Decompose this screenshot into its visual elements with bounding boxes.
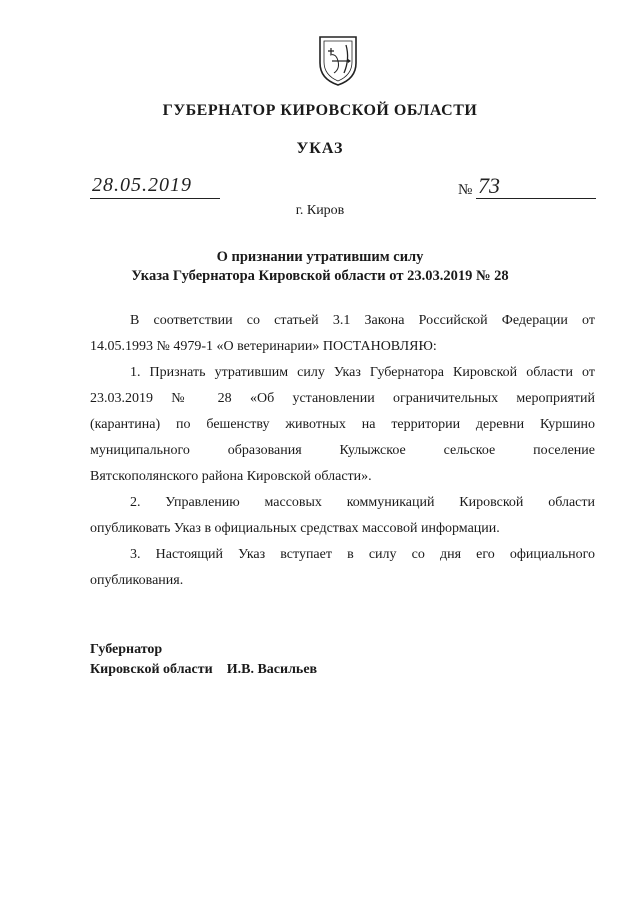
paragraph-line: 23.03.2019 № 28 «Об установлении ограничительных мероприятий: [90, 391, 595, 406]
document-type: УКАЗ: [296, 140, 344, 157]
paragraph-line: (карантина) по бешенству животных на территории деревни Куршино: [90, 417, 595, 432]
heading-line-2: Указа Губернатора Кировской области от 23.03.2019 № 28: [131, 268, 509, 284]
decree-body: [90, 308, 595, 594]
signature-position-region: Кировской области: [90, 662, 213, 677]
signature-name: И.В. Васильев: [226, 662, 318, 677]
date-value: 28.05.2019: [92, 174, 192, 196]
heading-line-1: О признании утратившим силу: [216, 249, 424, 265]
paragraph-line: В соответствии со статьей 3.1 Закона Российской Федерации от: [130, 313, 595, 328]
number-value: 73: [478, 173, 500, 198]
paragraph-line: 3. Настоящий Указ вступает в силу со дня его официального: [130, 547, 595, 562]
paragraph-line: 2. Управлению массовых коммуникаций Кировской области: [130, 495, 595, 510]
date-field: [90, 176, 220, 199]
paragraph-line: опубликовать Указ в официальных средствах массовой информации.: [90, 521, 500, 536]
number-sign: №: [458, 182, 473, 198]
paragraph-line: опубликования.: [90, 573, 184, 588]
paragraph-line: муниципального образования Кулыжское сельское поселение: [90, 443, 595, 458]
paragraph-3: [90, 490, 595, 542]
paragraph-4: [90, 542, 595, 594]
coat-of-arms-icon: [316, 33, 360, 87]
city: г. Киров: [295, 203, 345, 218]
paragraph-line: Вятскополянского района Кировской области».: [90, 469, 372, 484]
paragraph-line: 1. Признать утратившим силу Указ Губернатора Кировской области от: [130, 365, 595, 380]
paragraph-line: 14.05.1993 № 4979-1 «О ветеринарии» ПОСТАНОВЛЯЮ:: [90, 339, 437, 354]
paragraph-1: [90, 308, 595, 360]
signature-position-line-1: Губернатор: [90, 642, 163, 657]
paragraph-2: [90, 360, 595, 490]
decree-heading: [0, 248, 640, 286]
governor-title: ГУБЕРНАТОР КИРОВСКОЙ ОБЛАСТИ: [162, 102, 478, 119]
signature-position-line-2: [90, 660, 317, 680]
number-field: [476, 173, 596, 199]
signature-block: [90, 640, 317, 680]
